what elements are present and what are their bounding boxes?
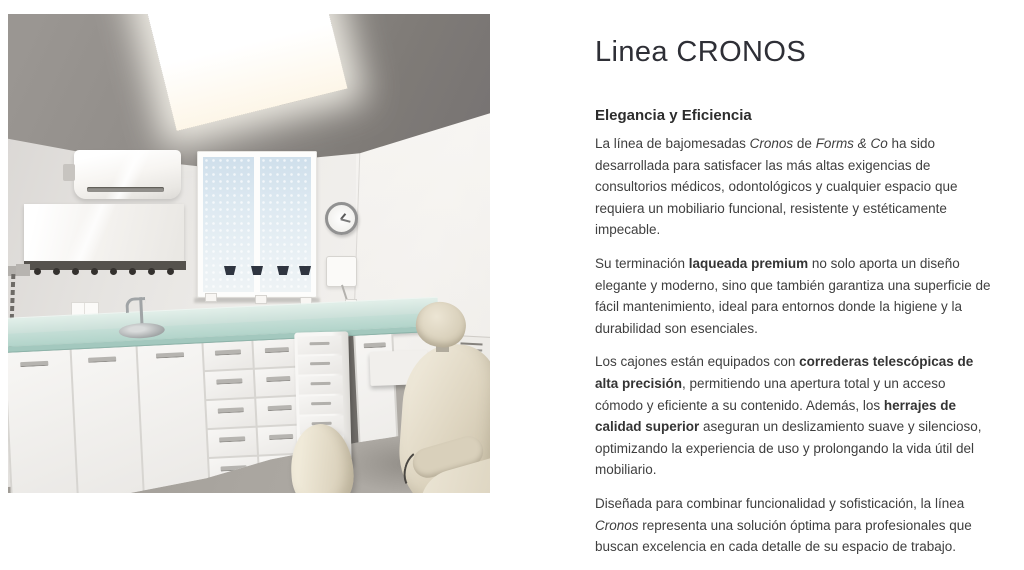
power-outlet [205, 293, 217, 302]
hook-icon [110, 268, 117, 275]
cabinet-door [72, 347, 144, 493]
hook-icon [34, 268, 41, 275]
door-handle [88, 356, 116, 362]
drawer [208, 428, 257, 457]
drawer [205, 370, 254, 399]
faucet-spout [125, 297, 146, 313]
drawer-handle [265, 347, 289, 353]
section-heading: Elegancia y Eficiencia [595, 107, 752, 124]
drawer-handle [218, 407, 244, 413]
junction-box [326, 256, 357, 287]
cart-drawer [298, 355, 342, 374]
cabinet-door [8, 350, 77, 493]
rail-bracket [16, 264, 30, 276]
drawer-handle [268, 405, 292, 411]
drawer-handle [311, 402, 331, 406]
page-title: Linea CRONOS [595, 36, 807, 68]
cart-drawer [298, 375, 342, 394]
drawer-handle [269, 434, 293, 440]
paragraph-intro: La línea de bajomesadas Cronos de Forms & Co ha sido desarrollada para satisfacer las más altas exigencias de consultorios médicos, odontológicos y cualquier espacio que requiera un mobiliario funcional, resistente y estéticamente impecable. [595, 136, 958, 238]
drawer-handle [310, 362, 330, 366]
drawer-handle [216, 378, 242, 384]
hook-icon [53, 268, 60, 275]
paragraph-drawers: Los cajones están equipados con correderas telescópicas de alta precisión, permitiendo una apertura total y un acceso cómodo y eficiente a su contenido. Además, los herrajes de calidad superior aseguran un deslizamiento suave y silencioso, optimizando la experiencia de uso y prolongando la vida útil del mobiliario. [595, 354, 982, 478]
hook-icon [129, 268, 136, 275]
clinic-photo [8, 14, 490, 493]
hook-icon [72, 268, 79, 275]
drawer-handle [311, 382, 331, 386]
cart-drawer [299, 395, 343, 414]
drawer [206, 399, 255, 428]
hook-icon [91, 268, 98, 275]
drawer-handle [221, 465, 247, 471]
window [197, 151, 317, 298]
instrument-rail [24, 261, 186, 270]
cart-drawer [297, 335, 341, 354]
wall-clock [325, 202, 358, 235]
counter-assembly [8, 297, 447, 493]
power-outlet [255, 295, 267, 304]
product-description-section [595, 36, 995, 570]
paragraph-finish: Su terminación laqueada premium no solo aporta un diseño elegante y moderno, sino que también garantiza una superficie de fácil mantenimiento, ideal para entornos donde la higiene y la durabilidad son esenciales. [595, 255, 991, 336]
hook-icon [148, 268, 155, 275]
paragraph-closing: Diseñada para combinar funcionalidad y sofisticación, la línea Cronos representa una solución óptima para profesionales que buscan excelencia en cada detalle de su espacio de trabajo. [595, 495, 972, 555]
drawer-column [203, 341, 259, 493]
drawer-handle [310, 342, 330, 346]
drawer [209, 457, 258, 486]
ac-bracket [63, 164, 75, 181]
air-conditioner [74, 150, 181, 199]
drawer [203, 341, 252, 370]
drawer-handle [219, 436, 245, 442]
cabinet-sheen [53, 204, 133, 261]
wall-cabinet [24, 204, 184, 261]
drawer-handle [266, 376, 290, 382]
door-handle [364, 342, 386, 348]
hook-icon [167, 268, 174, 275]
ac-vent [87, 187, 164, 192]
door-handle [156, 352, 184, 358]
drawer-handle [215, 349, 241, 355]
clock-minute-hand [341, 218, 351, 222]
cabinet-door [138, 343, 210, 493]
door-handle [20, 361, 48, 367]
